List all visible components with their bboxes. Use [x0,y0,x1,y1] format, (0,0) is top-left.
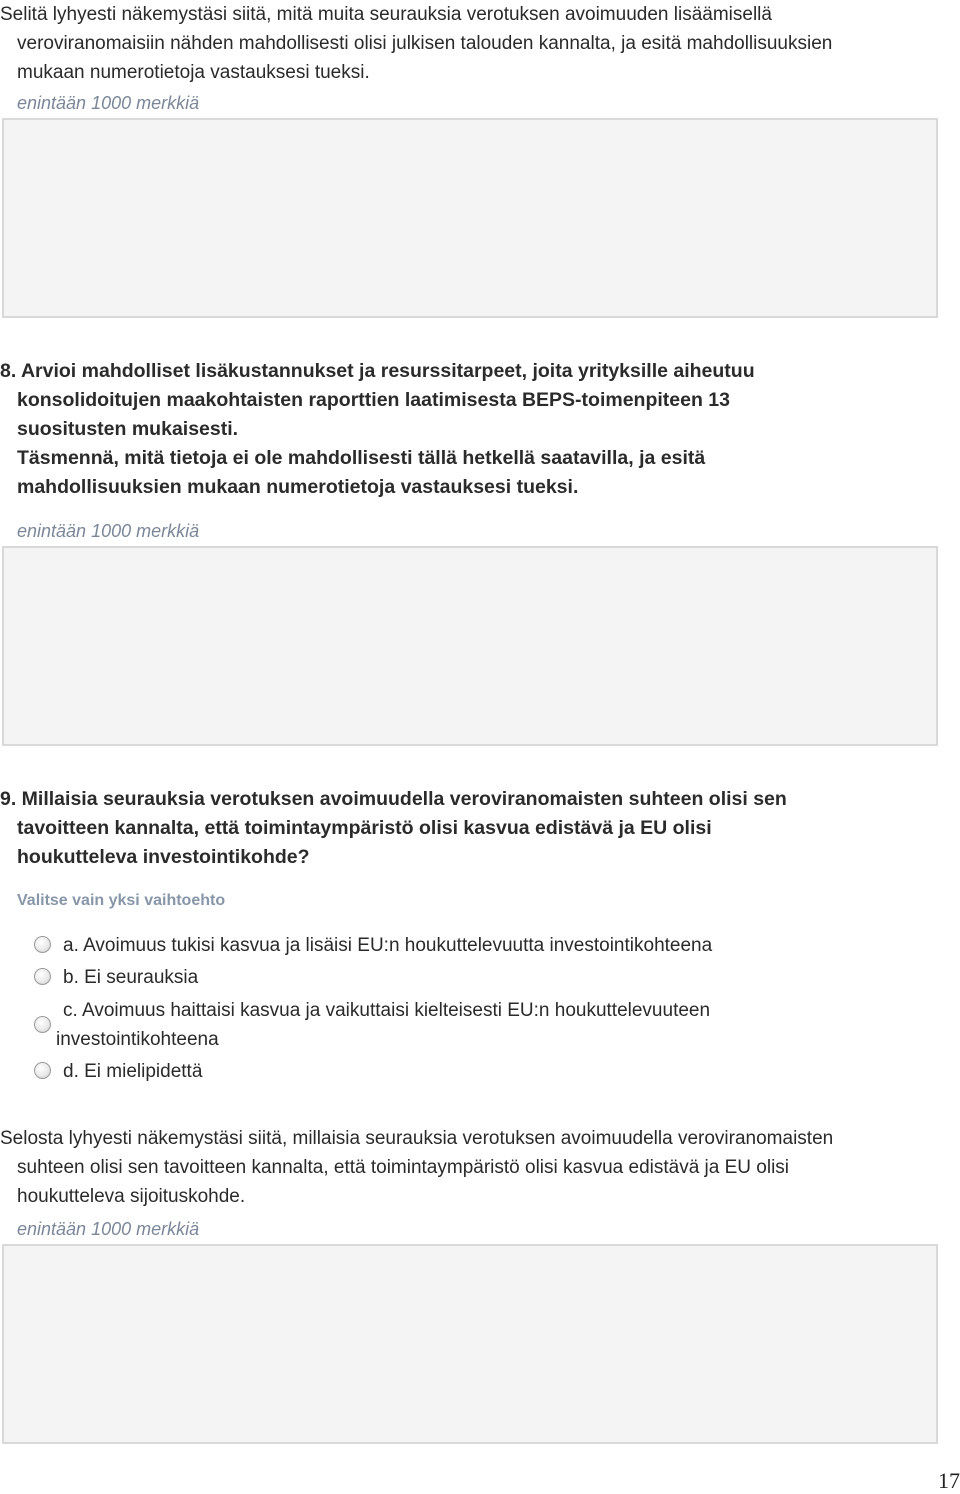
option-b-label: b. Ei seurauksia [63,967,199,988]
intro-question-line: mukaan numerotietoja vastauksesi tueksi. [17,62,370,83]
page-number: 17 [938,1468,960,1493]
option-d-label: d. Ei mielipidettä [63,1061,203,1082]
option-c-label-line2: investointikohteena [56,1029,219,1050]
followup-question-line: suhteen olisi sen tavoitteen kannalta, että toimintaympäristö olisi kasvua edistävä ja EU olisi [17,1157,790,1178]
question-9-option-c[interactable] [34,996,834,1054]
question-9-text [0,785,900,872]
question-9-line: tavoitteen kannalta, että toimintaympäristö olisi kasvua edistävä ja EU olisi [17,817,712,839]
question-8-text [0,357,900,502]
question-9-option-a[interactable] [34,931,834,960]
question-8-char-limit-hint: enintään 1000 merkkiä [17,521,200,541]
intro-question-text [0,0,900,87]
intro-question-line: Selitä lyhyesti näkemystäsi siitä, mitä muita seurauksia verotuksen avoimuuden lisäämisellä [0,4,772,25]
radio-button-icon[interactable] [34,936,51,953]
question-9-select-hint: Valitse vain yksi vaihtoehto [17,892,226,909]
question-9-line: houkutteleva investointikohde? [17,846,310,868]
followup-question-text [0,1124,900,1211]
intro-char-limit-hint: enintään 1000 merkkiä [17,93,200,113]
question-8-line: suositusten mukaisesti. [17,418,239,440]
radio-button-icon[interactable] [34,1062,51,1079]
question-9-option-b[interactable] [34,963,834,992]
question-8-line: 8. Arvioi mahdolliset lisäkustannukset ja resurssitarpeet, joita yrityksille aiheutuu [0,360,755,382]
intro-question-line: veroviranomaisiin nähden mahdollisesti olisi julkisen talouden kannalta, ja esitä mahdollisuuksien [17,33,833,54]
question-8-line: Täsmennä, mitä tietoja ei ole mahdollisesti tällä hetkellä saatavilla, ja esitä [17,447,706,469]
followup-question-line: Selosta lyhyesti näkemystäsi siitä, millaisia seurauksia verotuksen avoimuudella veroviranomaisten [0,1128,834,1149]
question-9-option-d[interactable] [34,1057,834,1086]
option-a-label: a. Avoimuus tukisi kasvua ja lisäisi EU:n houkuttelevuutta investointikohteena [63,935,713,956]
followup-char-limit-hint: enintään 1000 merkkiä [17,1219,200,1239]
question-8-line: konsolidoitujen maakohtaisten raporttien laatimisesta BEPS-toimenpiteen 13 [17,389,730,411]
question-8-answer-textarea[interactable] [2,546,938,746]
followup-question-line: houkutteleva sijoituskohde. [17,1186,246,1207]
radio-button-icon[interactable] [34,968,51,985]
question-9-line: 9. Millaisia seurauksia verotuksen avoimuudella veroviranomaisten suhteen olisi sen [0,788,787,810]
radio-button-icon[interactable] [34,1016,51,1033]
question-8-line: mahdollisuuksien mukaan numerotietoja vastauksesi tueksi. [17,476,579,498]
intro-answer-textarea[interactable] [2,118,938,318]
option-c-label-line1: c. Avoimuus haittaisi kasvua ja vaikuttaisi kielteisesti EU:n houkuttelevuuteen [63,1000,711,1021]
followup-answer-textarea[interactable] [2,1244,938,1444]
